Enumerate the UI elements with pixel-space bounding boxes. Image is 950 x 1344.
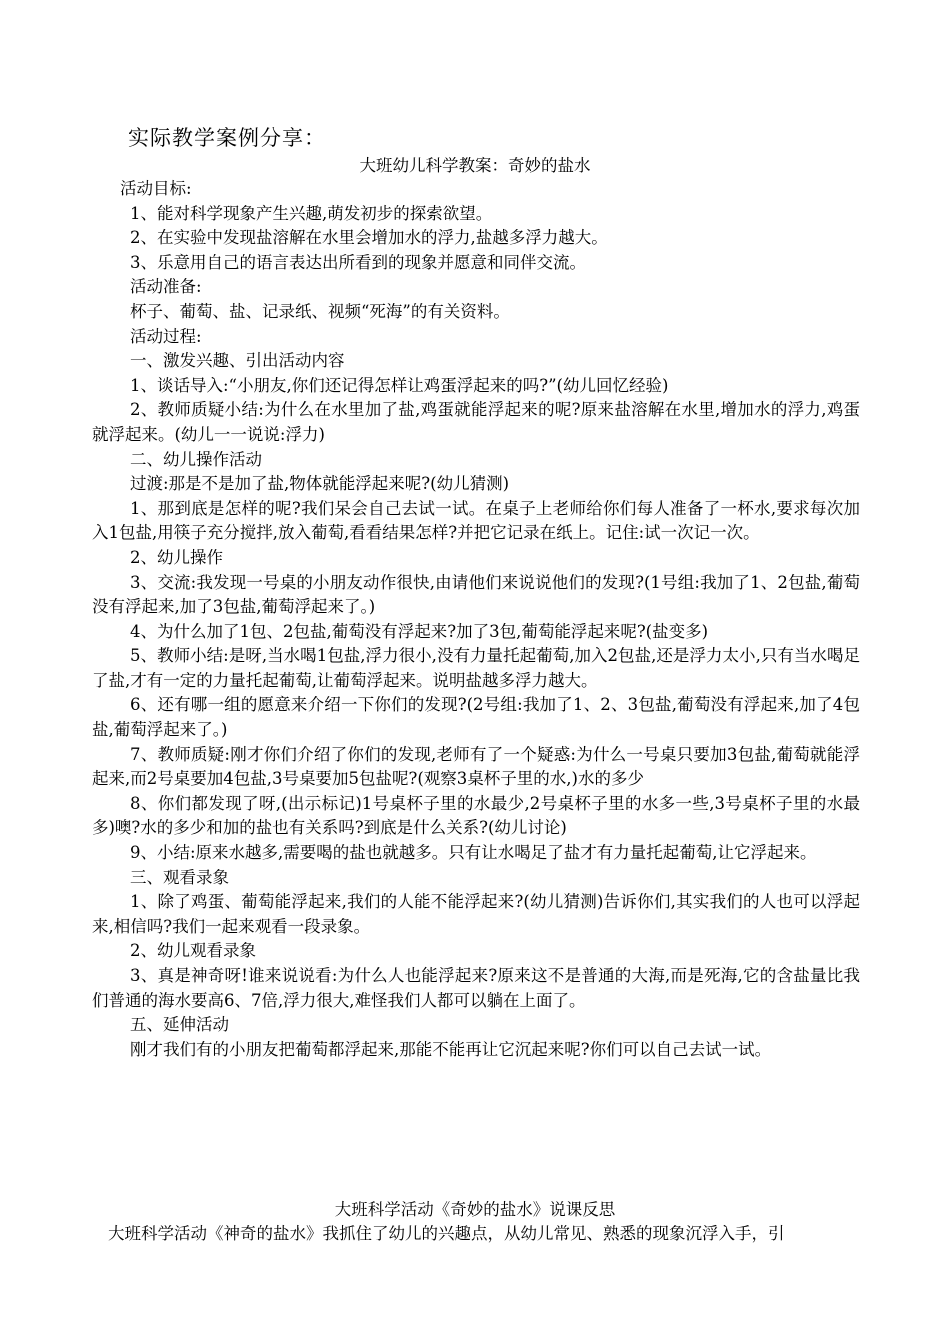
- paragraph: 1、能对科学现象产生兴趣,萌发初步的探索欲望。: [130, 203, 493, 223]
- paragraph: 2、幼儿观看录象: [130, 941, 256, 961]
- paragraph: 活动过程:: [130, 326, 202, 346]
- paragraph: 5、教师小结:是呀,当水喝1包盐,浮力很小,没有力量托起葡萄,加入2包盐,还是浮力太小,只有当水喝足了盐,才有一定的力量托起葡萄,让葡萄浮起来。说明盐越多浮力越大。: [92, 646, 860, 690]
- paragraph: 2、在实验中发现盐溶解在水里会增加水的浮力,盐越多浮力越大。: [130, 228, 608, 248]
- paragraph: 1、那到底是怎样的呢?我们呆会自己去试一试。在桌子上老师给你们每人准备了一杯水,要求每次加入1包盐,用筷子充分搅拌,放入葡萄,看看结果怎样?并把它记录在纸上。记住:试一次记一次。: [92, 498, 860, 543]
- paragraph: 3、乐意用自己的语言表达出所看到的现象并愿意和同伴交流。: [130, 252, 586, 272]
- paragraph: 五、延伸活动: [130, 1015, 229, 1035]
- paragraph: 活动准备:: [130, 277, 202, 297]
- paragraph: 3、真是神奇呀!谁来说说看:为什么人也能浮起来?原来这不是普通的大海,而是死海,它的含盐量比我们普通的海水要高6、7倍,浮力很大,难怪我们人都可以躺在上面了。: [92, 966, 860, 1010]
- paragraph: 2、幼儿操作: [130, 547, 223, 567]
- paragraph: 9、小结:原来水越多,需要喝的盐也就越多。只有让水喝足了盐才有力量托起葡萄,让它浮起来。: [130, 843, 817, 863]
- paragraph: 二、幼儿操作活动: [130, 449, 262, 469]
- paragraph: 1、除了鸡蛋、葡萄能浮起来,我们的人能不能浮起来?(幼儿猜测)告诉你们,其实我们的人也可以浮起来,相信吗?我们一起来观看一段录象。: [92, 892, 860, 936]
- paragraph: 一、激发兴趣、引出活动内容: [130, 351, 345, 371]
- paragraph: 杯子、葡萄、盐、记录纸、视频“死海”的有关资料。: [130, 301, 510, 321]
- paragraph: 4、为什么加了1包、2包盐,葡萄没有浮起来?加了3包,葡萄能浮起来呢?(盐变多): [130, 621, 709, 641]
- paragraph: 8、你们都发现了呀,(出示标记)1号桌杯子里的水最少,2号桌杯子里的水多一些,3号桌杯子里的水最多)噢?水的多少和加的盐也有关系吗?到底是什么关系?(幼儿讨论): [92, 793, 860, 838]
- paragraph: 过渡:那是不是加了盐,物体就能浮起来呢?(幼儿猜测): [130, 474, 510, 494]
- paragraph: 1、谈话导入:“小朋友,你们还记得怎样让鸡蛋浮起来的吗?”(幼儿回忆经验): [130, 375, 669, 395]
- lesson-body: [92, 177, 860, 1062]
- section-heading: 实际教学案例分享：: [128, 126, 326, 150]
- reflection-text: 大班科学活动《神奇的盐水》我抓住了幼儿的兴趣点，从幼儿常见、熟悉的现象沉浮入手，引: [108, 1224, 785, 1243]
- paragraph: 三、观看录象: [130, 867, 229, 887]
- paragraph: 刚才我们有的小朋友把葡萄都浮起来,那能不能再让它沉起来呢?你们可以自己去试一试。: [130, 1039, 772, 1059]
- paragraph: 2、教师质疑小结:为什么在水里加了盐,鸡蛋就能浮起来的呢?原来盐溶解在水里,增加水的浮力,鸡蛋就浮起来。(幼儿一一说说:浮力): [92, 400, 860, 444]
- paragraph: 3、交流:我发现一号桌的小朋友动作很快,由请他们来说说他们的发现?(1号组:我加了1、2包盐,葡萄没有浮起来,加了3包盐,葡萄浮起来了。): [92, 572, 860, 617]
- paragraph: 6、还有哪一组的愿意来介绍一下你们的发现?(2号组:我加了1、2、3包盐,葡萄没有浮起来,加了4包盐,葡萄浮起来了。): [92, 695, 860, 740]
- paragraph: 活动目标:: [120, 179, 192, 198]
- reflection-title: 大班科学活动《奇妙的盐水》说课反思: [334, 1200, 616, 1219]
- paragraph: 7、教师质疑:刚才你们介绍了你们的发现,老师有了一个疑惑:为什么一号桌只要加3包盐,葡萄就能浮起来,而2号桌要加4包盐,3号桌要加5包盐呢?(观察3桌杯子里的水,)水的多少: [92, 744, 860, 789]
- lesson-title: 大班幼儿科学教案：奇妙的盐水: [359, 156, 591, 175]
